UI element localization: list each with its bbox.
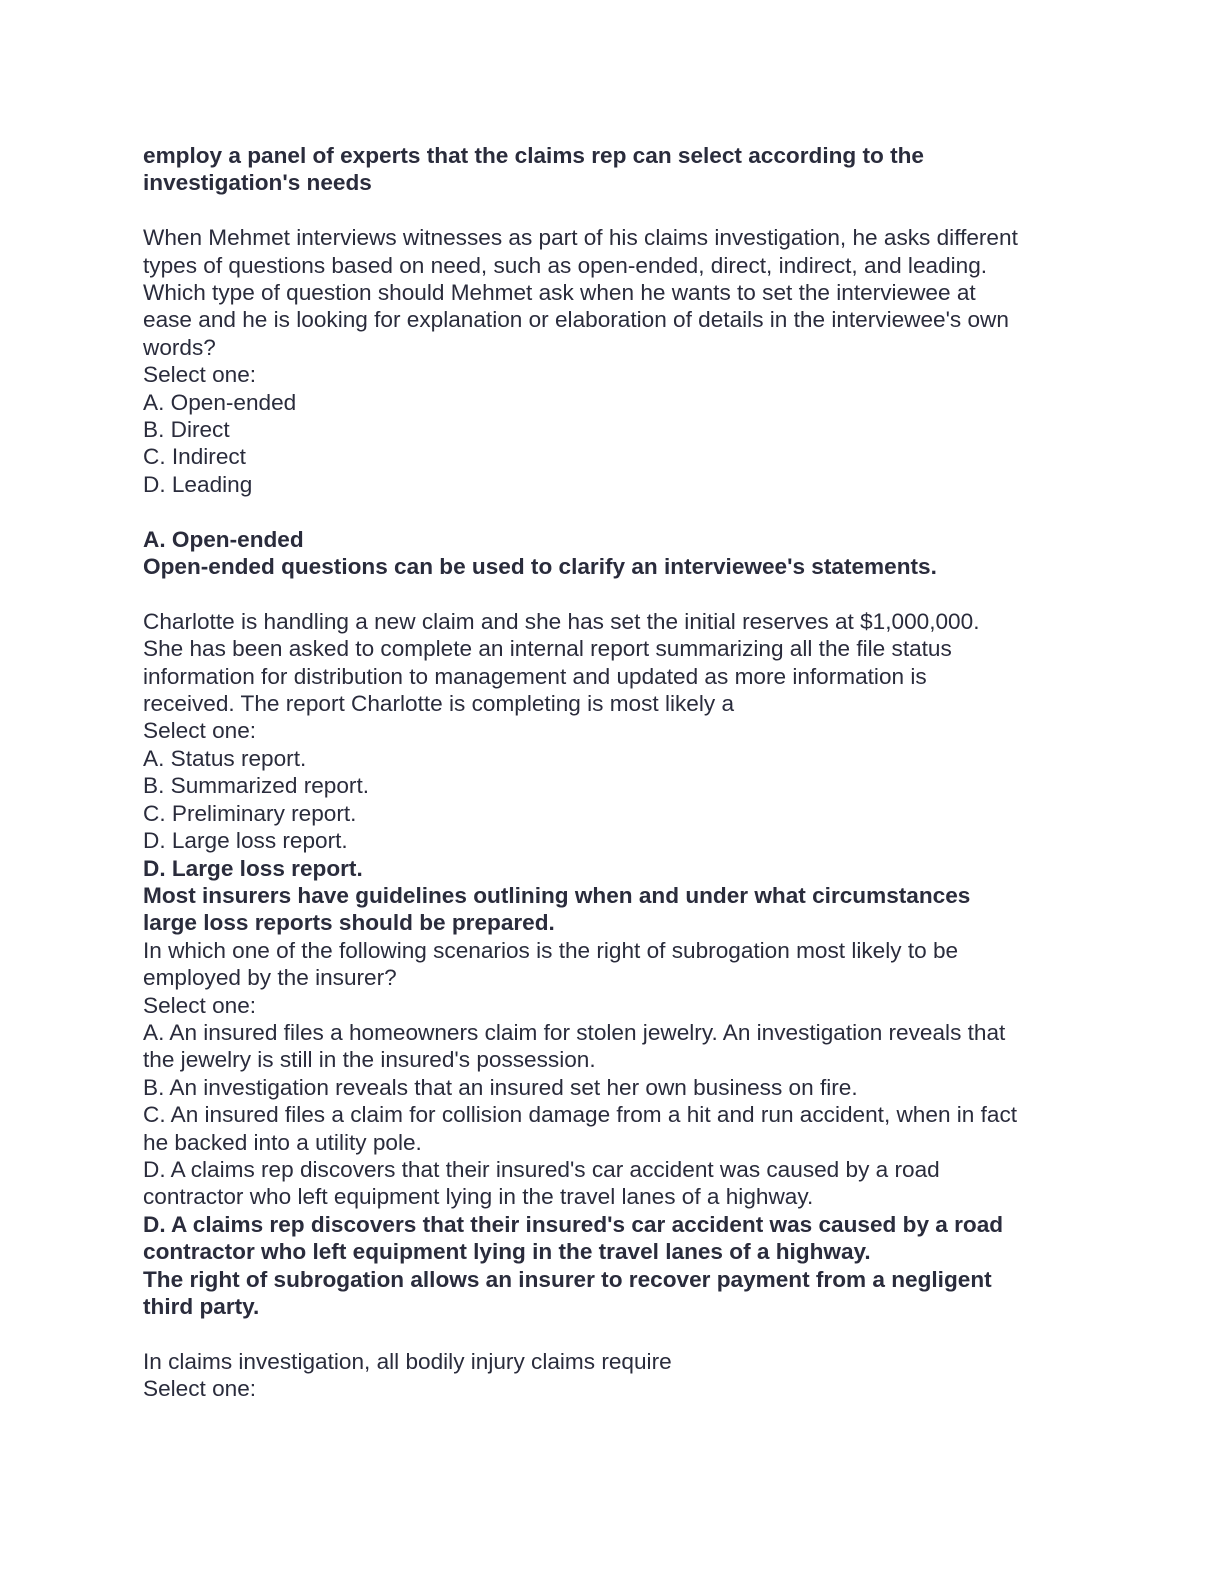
text-line: A. An insured files a homeowners claim for stolen jewelry. An investigation reveals that [143,1019,1006,1045]
text-line: C. An insured files a claim for collision damage from a hit and run accident, when in fact [143,1102,1018,1128]
blank-line [143,498,1083,525]
text-line: Which type of question should Mehmet ask when he wants to set the interviewee at [143,280,976,306]
text-line: Select one: [143,718,257,744]
answer-line: The right of subrogation allows an insurer to recover payment from a negligent [143,1266,992,1292]
text-line: information for distribution to management and updated as more information is [143,663,927,689]
text-line: employed by the insurer? [143,965,397,991]
text-line: C. Preliminary report. [143,800,357,826]
text-line: B. Direct [143,417,230,443]
text-line: When Mehmet interviews witnesses as part of his claims investigation, he asks different [143,225,1018,251]
text-line: In claims investigation, all bodily injury claims require [143,1348,672,1374]
answer-line: investigation's needs [143,170,372,196]
text-line: received. The report Charlotte is completing is most likely a [143,691,735,717]
text-line: types of questions based on need, such as open-ended, direct, indirect, and leading. [143,252,988,278]
answer-line: large loss reports should be prepared. [143,910,555,936]
text-line: Charlotte is handling a new claim and she has set the initial reserves at $1,000,000. [143,608,980,634]
answer-line: D. Large loss report. [143,855,363,881]
text-line: Select one: [143,992,257,1018]
answer-line: D. A claims rep discovers that their insured's car accident was caused by a road [143,1211,1004,1237]
text-line: Select one: [143,1376,257,1402]
text-line: D. A claims rep discovers that their insured's car accident was caused by a road [143,1156,940,1182]
answer-line: Open-ended questions can be used to clarify an interviewee's statements. [143,554,937,580]
text-line: ease and he is looking for explanation or elaboration of details in the interviewee's own [143,307,1009,333]
document-page [143,142,1083,1403]
answer-line: third party. [143,1294,260,1320]
blank-line [143,580,1083,607]
answer-line: A. Open-ended [143,526,304,552]
text-line: A. Open-ended [143,389,297,415]
blank-line [143,1320,1083,1347]
text-line: C. Indirect [143,444,246,470]
text-line: contractor who left equipment lying in the travel lanes of a highway. [143,1184,814,1210]
text-line: the jewelry is still in the insured's possession. [143,1047,596,1073]
text-line: D. Large loss report. [143,828,348,854]
text-line: In which one of the following scenarios is the right of subrogation most likely to be [143,937,959,963]
text-line: B. An investigation reveals that an insured set her own business on fire. [143,1074,858,1100]
blank-line [143,197,1083,224]
text-line: he backed into a utility pole. [143,1129,422,1155]
answer-line: Most insurers have guidelines outlining when and under what circumstances [143,882,971,908]
answer-line: employ a panel of experts that the claims rep can select according to the [143,143,924,168]
text-line: She has been asked to complete an internal report summarizing all the file status [143,636,952,662]
text-line: A. Status report. [143,745,307,771]
text-line: B. Summarized report. [143,773,370,799]
text-line: D. Leading [143,471,253,497]
text-line: Select one: [143,362,257,388]
answer-line: contractor who left equipment lying in the travel lanes of a highway. [143,1239,871,1265]
text-line: words? [143,334,216,360]
